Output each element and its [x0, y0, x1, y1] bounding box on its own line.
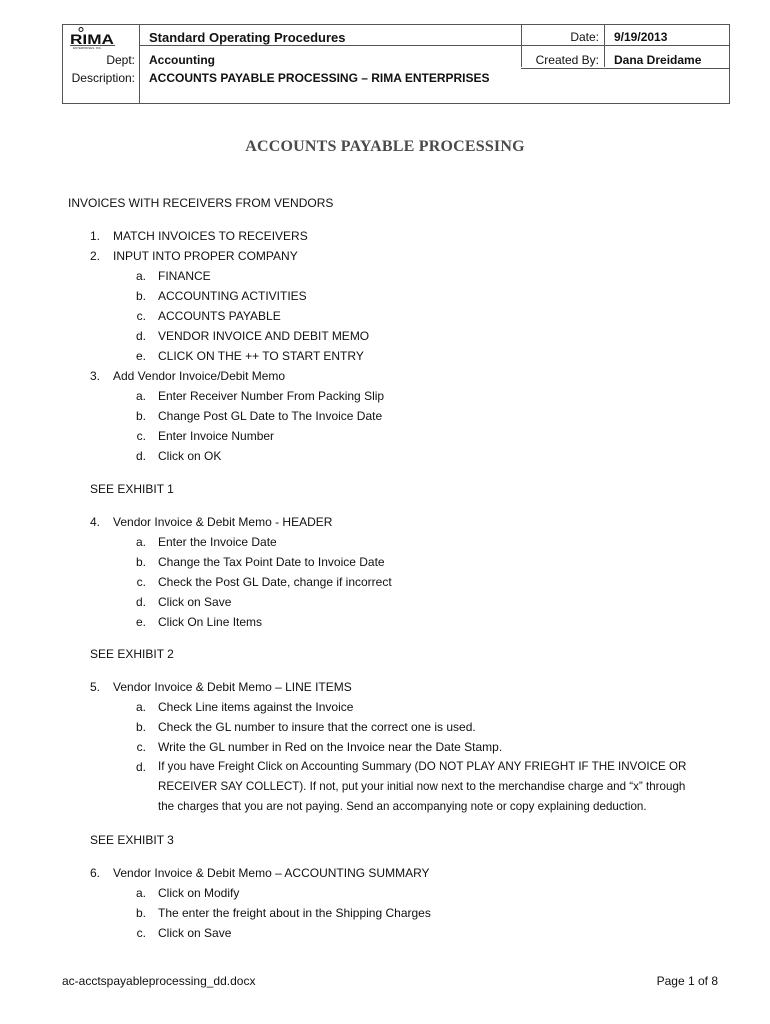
step-text: Vendor Invoice & Debit Memo - HEADER — [113, 515, 333, 529]
substep-text: FINANCE — [158, 269, 211, 283]
substep-text: Enter Receiver Number From Packing Slip — [158, 389, 385, 403]
logo-subtext: ENTERPRISES, INC. — [73, 46, 102, 49]
substep-text: Click on Save — [158, 595, 232, 609]
substep-letter: a. — [135, 886, 146, 900]
step-text: MATCH INVOICES TO RECEIVERS — [113, 229, 308, 243]
sop-title: Standard Operating Procedures — [149, 30, 346, 45]
document-title: ACCOUNTS PAYABLE PROCESSING — [245, 138, 525, 155]
substep-text: Click On Line Items — [158, 615, 263, 629]
substep-letter: d. — [135, 449, 146, 463]
created-by-label: Created By: — [535, 53, 599, 67]
exhibit-reference: SEE EXHIBIT 3 — [90, 833, 174, 847]
substep-letter: c. — [136, 429, 146, 443]
step-number: 4. — [89, 515, 100, 529]
step-text: INPUT INTO PROPER COMPANY — [113, 249, 298, 263]
substep-letter: e. — [135, 615, 146, 629]
substep-letter: d. — [135, 329, 146, 343]
section-heading: INVOICES WITH RECEIVERS FROM VENDORS — [68, 196, 334, 210]
substep-text: Click on Modify — [158, 886, 240, 900]
substep-letter: e. — [135, 349, 146, 363]
date-value: 9/19/2013 — [614, 30, 668, 44]
sop-header-table — [62, 24, 730, 104]
rima-logo — [69, 27, 133, 49]
substep-text: Check the Post GL Date, change if incorrect — [158, 575, 392, 589]
date-label: Date: — [570, 30, 599, 44]
substep-text: Click on Save — [158, 926, 232, 940]
substep-text: Enter the Invoice Date — [158, 535, 277, 549]
substep-letter: b. — [135, 720, 146, 734]
exhibit-reference: SEE EXHIBIT 1 — [90, 482, 174, 496]
substep-letter: c. — [136, 740, 146, 754]
substep-letter: b. — [135, 289, 146, 303]
step-number: 3. — [89, 369, 100, 383]
substep-text: Change Post GL Date to The Invoice Date — [158, 409, 383, 423]
substep-letter: a. — [135, 700, 146, 714]
substep-letter: a. — [135, 389, 146, 403]
substep-letter: a. — [135, 535, 146, 549]
step-number: 6. — [89, 866, 100, 880]
substep-text-continued: the charges that you are not paying. Send an accompanying note or copy explaining deduction. — [158, 800, 647, 813]
description-label: Description: — [71, 71, 135, 85]
substep-letter: d. — [135, 760, 146, 774]
substep-letter: b. — [135, 555, 146, 569]
dept-label: Dept: — [106, 53, 135, 67]
footer-page-number: Page 1 of 8 — [656, 974, 718, 988]
substep-text: Check Line items against the Invoice — [158, 700, 354, 714]
substep-text: Change the Tax Point Date to Invoice Date — [158, 555, 385, 569]
logo-text: RIMA — [70, 31, 114, 47]
substep-letter: b. — [135, 906, 146, 920]
exhibit-reference: SEE EXHIBIT 2 — [90, 647, 174, 661]
substep-letter: c. — [136, 575, 146, 589]
substep-letter: a. — [135, 269, 146, 283]
substep-text: ACCOUNTING ACTIVITIES — [158, 289, 307, 303]
dept-value: Accounting — [149, 53, 215, 67]
substep-text: ACCOUNTS PAYABLE — [158, 309, 281, 323]
substep-letter: d. — [135, 595, 146, 609]
substep-letter: c. — [136, 926, 146, 940]
substep-text: VENDOR INVOICE AND DEBIT MEMO — [158, 329, 370, 343]
substep-letter: b. — [135, 409, 146, 423]
description-value: ACCOUNTS PAYABLE PROCESSING – RIMA ENTERPRISES — [149, 71, 490, 85]
footer-filename: ac-acctspayableprocessing_dd.docx — [62, 974, 256, 988]
substep-letter: c. — [136, 309, 146, 323]
substep-text: Check the GL number to insure that the correct one is used. — [158, 720, 476, 734]
step-number: 1. — [89, 229, 100, 243]
step-text: Add Vendor Invoice/Debit Memo — [113, 369, 286, 383]
substep-text: Write the GL number in Red on the Invoice near the Date Stamp. — [158, 740, 503, 754]
step-number: 5. — [89, 680, 100, 694]
substep-text: The enter the freight about in the Shipping Charges — [158, 906, 431, 920]
step-text: Vendor Invoice & Debit Memo – LINE ITEMS — [113, 680, 352, 694]
created-by-value: Dana Dreidame — [614, 53, 702, 67]
substep-text: Enter Invoice Number — [158, 429, 275, 443]
substep-text: Click on OK — [158, 449, 222, 463]
substep-text-continued: RECEIVER SAY COLLECT). If not, put your initial now next to the merchandise charge and “x” through — [158, 780, 686, 793]
step-number: 2. — [89, 249, 100, 263]
substep-text: If you have Freight Click on Accounting Summary (DO NOT PLAY ANY FRIEGHT IF THE INVOICE OR — [158, 760, 687, 773]
step-text: Vendor Invoice & Debit Memo – ACCOUNTING SUMMARY — [113, 866, 430, 880]
substep-text: CLICK ON THE ++ TO START ENTRY — [158, 349, 364, 363]
